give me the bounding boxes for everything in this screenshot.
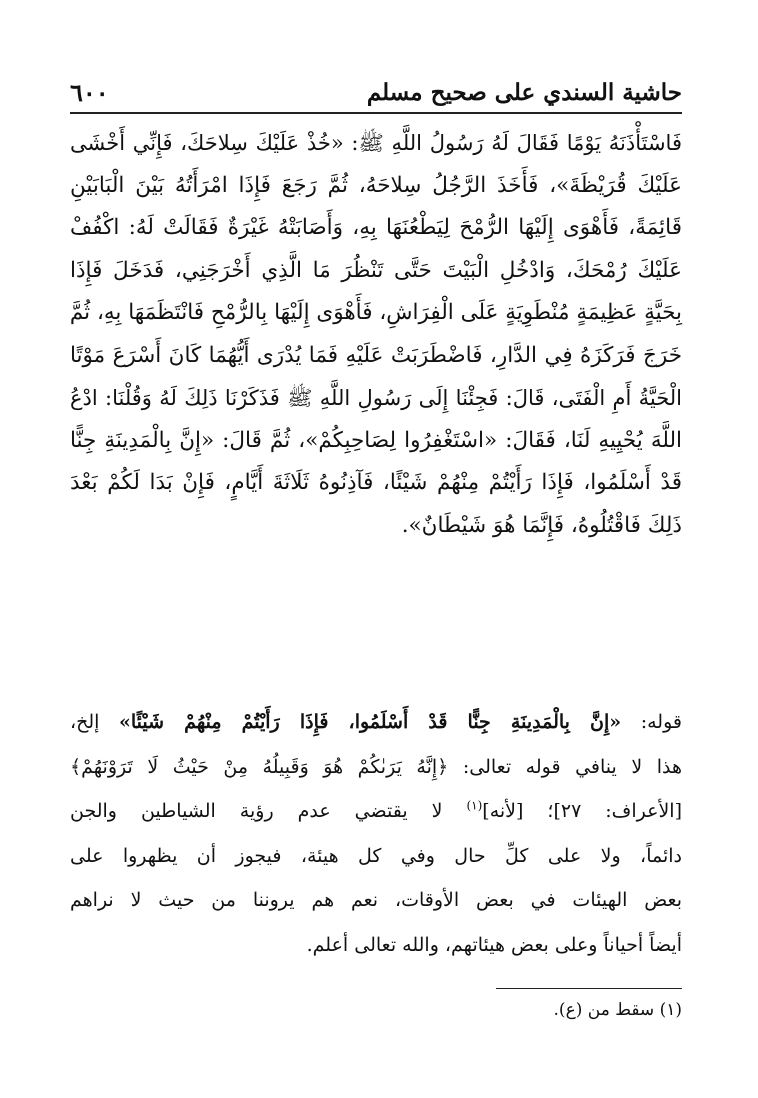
commentary-line: دائماً، ولا على كلِّ حال وفي كل هيئة، فيجوز أن يظهروا على [70, 844, 682, 867]
hadith-line: ذَلِكَ فَاقْتُلُوهُ، فَإِنَّمَا هُوَ شَيْطَانٌ». [401, 512, 682, 538]
verse-reference: [الأعراف: ٢٧]؛ [لأنه] [482, 800, 682, 822]
header-divider [70, 112, 682, 114]
hadith-line: قَدْ أَسْلَمُوا، فَإِذَا رَأَيْتُمْ مِنْهُمْ شَيْئًا، فَآذِنُوهُ ثَلَاثَةَ أَيَّامٍ، فَإِنْ بَدَا لَكُمْ بَعْدَ [70, 470, 682, 495]
hadith-line: اللَّهَ يُحْيِيهِ لَنَا، فَقَالَ: «اسْتَغْفِرُوا لِصَاحِبِكُمْ»، ثُمَّ قَالَ: «إِنَّ بِالْمَدِينَةِ جِنًّا [70, 427, 682, 453]
footnote-divider [496, 988, 682, 989]
hadith-line: بِحَيَّةٍ عَظِيمَةٍ مُنْطَوِيَةٍ عَلَى الْفِرَاشِ، فَأَهْوَى إِلَيْهَا بِالرُّمْحِ فَانْتَظَمَهَا بِهِ، ثُمَّ [69, 300, 682, 325]
page-number: ٦٠٠ [70, 77, 109, 107]
commentary-text: لا يقتضي عدم رؤية الشياطين والجن [70, 800, 467, 822]
hadith-line: عَلَيْكَ رُمْحَكَ، وَادْخُلِ الْبَيْتَ حَتَّى تَنْظُرَ مَا الَّذِي أَخْرَجَنِي، فَدَخَلَ فَإِذَا [70, 257, 682, 283]
hadith-line: الْحَيَّةُ أَمِ الْفَتَى، قَالَ: فَجِئْنَا إِلَى رَسُولِ اللَّهِ ﷺ فَذَكَرْنَا ذَلِكَ لَهُ وَقُلْنَا: ادْعُ [70, 386, 682, 410]
commentary-line: أيضاً أحياناً وعلى بعض هيئاتهم، والله تعالى أعلم. [306, 933, 682, 956]
hadith-line: قَائِمَةً، فَأَهْوَى إِلَيْهَا الرُّمْحَ لِيَطْعُنَهَا بِهِ، وَأَصَابَتْهُ غَيْرَةٌ فَقَالَتْ لَهُ: اكْفُفْ [70, 215, 682, 240]
commentary-line [70, 700, 682, 745]
hadith-text [70, 122, 682, 547]
hadith-line: عَلَيْكَ قُرَيْظَةَ»، فَأَخَذَ الرَّجُلُ سِلاحَهُ، ثُمَّ رَجَعَ فَإِذَا امْرَأَتُهُ بَيْنَ الْبَابَيْنِ [70, 172, 682, 198]
commentary-quote: «إِنَّ بِالْمَدِينَةِ جِنًّا قَدْ أَسْلَمُوا، فَإِذَا رَأَيْتُمْ مِنْهُمْ شَيْئًا» [119, 711, 622, 733]
commentary-line: بعض الهيئات في بعض الأوقات، نعم هم يروننا من حيث لا نراهم [70, 889, 682, 911]
book-page [70, 0, 682, 1098]
commentary-section [70, 700, 682, 967]
commentary-line: هذا لا ينافي قوله تعالى: ﴿إِنَّهُ يَرَىٰكُمْ هُوَ وَقَبِيلُهُ مِنْ حَيْثُ لَا تَرَوْنَهُمْ﴾ [70, 755, 682, 778]
page-header [70, 74, 682, 110]
footnote-marker: (١) [466, 798, 483, 813]
footnote: (١) سقط من (ع). [553, 1000, 682, 1020]
commentary-lead: قوله: [621, 711, 682, 733]
hadith-line: خَرَجَ فَرَكَزَهُ فِي الدَّارِ، فَاضْطَرَبَتْ عَلَيْهِ فَمَا يُدْرَى أَيُّهُمَا كَانَ أَسْرَعَ مَوْتًا [70, 342, 682, 368]
commentary-tail: إلخ، [70, 711, 120, 733]
running-title: حاشية السندي على صحيح مسلم [366, 78, 682, 106]
hadith-line: فَاسْتَأْذَنَهُ يَوْمًا فَقَالَ لَهُ رَسُولُ اللَّهِ ﷺ: «خُذْ عَلَيْكَ سِلاحَكَ، فَإِنِّي أَخْشَى [70, 131, 682, 155]
commentary-line [70, 789, 682, 834]
